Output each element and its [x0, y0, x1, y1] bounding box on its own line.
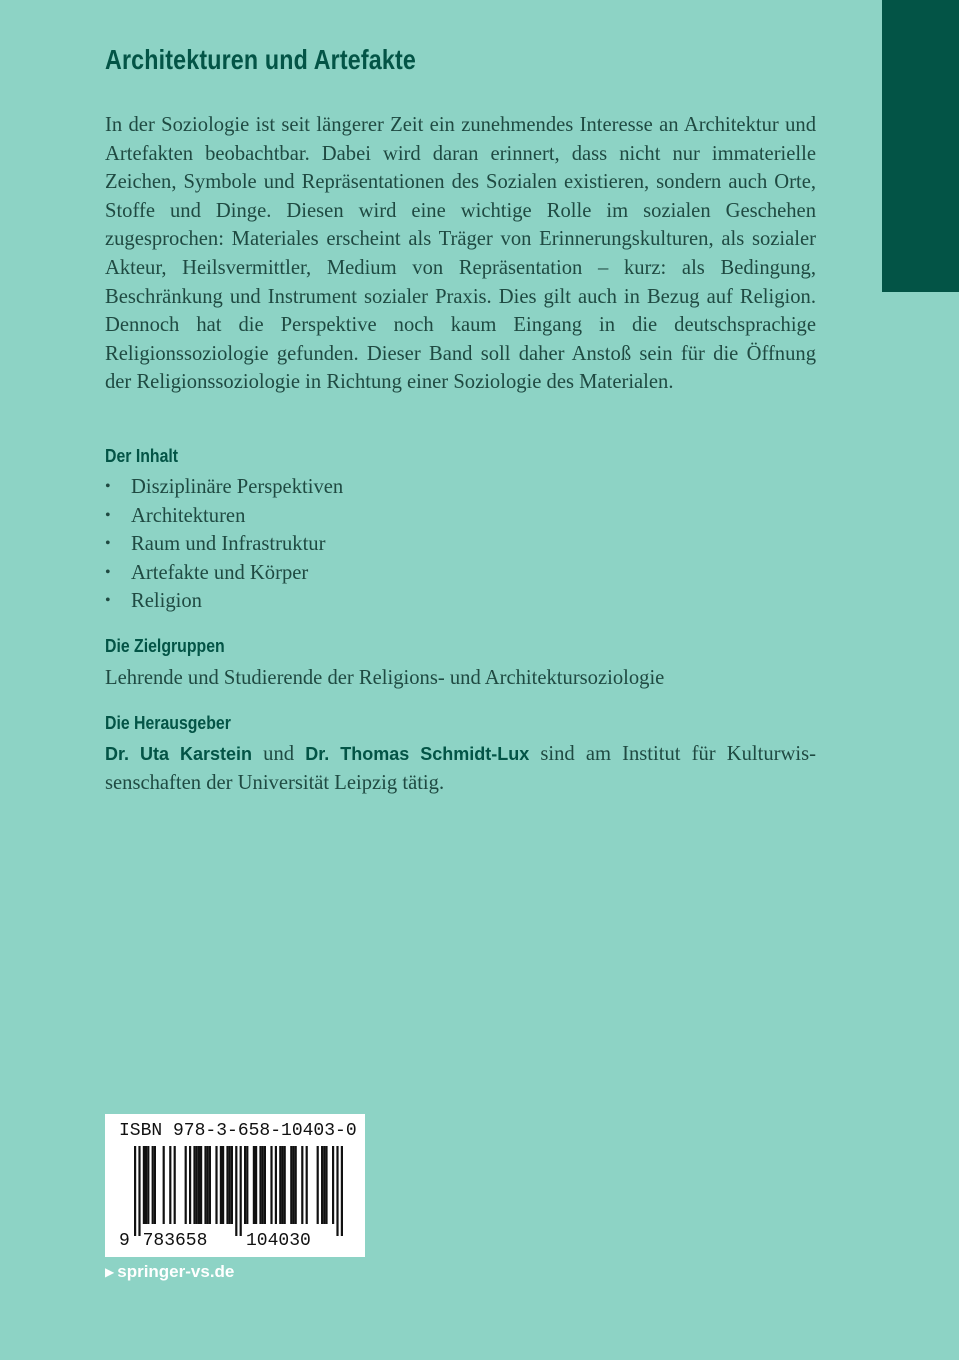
barcode-bar: [275, 1146, 277, 1224]
barcode-bar: [281, 1146, 283, 1224]
audience-text: Lehrende und Studierende der Religions- und Architektursoziologie: [105, 667, 665, 689]
bullet-icon: •: [105, 506, 111, 524]
barcode-bar: [240, 1146, 242, 1236]
barcode-bar: [207, 1146, 209, 1224]
publisher-url: springer-vs.de: [117, 1262, 235, 1281]
barcode-bar: [244, 1146, 246, 1224]
barcode-bar: [163, 1146, 165, 1224]
cover-color-band: [882, 0, 959, 292]
barcode-bar: [152, 1146, 154, 1224]
barcode-digit-lead: 9: [119, 1231, 130, 1251]
barcode-bar: [220, 1146, 222, 1224]
audience-heading: Die Zielgruppen: [105, 636, 225, 656]
bullet-icon: •: [105, 592, 111, 610]
barcode-bar: [198, 1146, 200, 1224]
barcode-bar: [336, 1146, 338, 1236]
list-item: • Raum und Infrastruktur: [105, 530, 343, 559]
editor-name-1: Dr. Uta Karstein: [105, 744, 253, 764]
barcode-bar: [143, 1146, 145, 1224]
barcode-bar: [306, 1146, 308, 1224]
barcode-bar: [246, 1146, 248, 1224]
barcode-bar: [253, 1146, 255, 1224]
barcode-bar: [138, 1146, 140, 1236]
list-item: • Religion: [105, 587, 343, 616]
barcode-bar: [301, 1146, 303, 1224]
barcode-bar: [284, 1146, 286, 1224]
list-item: • Artefakte und Körper: [105, 559, 343, 588]
barcode-bar: [332, 1146, 334, 1224]
bullet-icon: •: [105, 535, 111, 553]
editor-name-2: Dr. Thomas Schmidt-Lux: [305, 744, 530, 764]
contents-heading: Der Inhalt: [105, 446, 179, 466]
barcode-bar: [226, 1146, 228, 1224]
barcode-bar: [147, 1146, 149, 1224]
barcode-bar: [264, 1146, 266, 1224]
barcode-bar: [292, 1146, 294, 1224]
barcode-bar: [185, 1146, 187, 1224]
barcode-bar: [295, 1146, 297, 1224]
barcode-bar: [215, 1146, 217, 1224]
barcode-bar: [154, 1146, 156, 1224]
barcode-bar: [231, 1146, 233, 1224]
editors-text: Dr. Uta Karstein und Dr. Thomas Schmidt-Lux sind am Institut für Kulturwissenschaften der Universität Leipzig tätig.: [105, 743, 816, 794]
barcode-bar: [341, 1146, 343, 1236]
contents-list: [105, 473, 343, 616]
barcode-bar: [196, 1146, 198, 1224]
bullet-icon: •: [105, 478, 111, 495]
barcode-bar: [222, 1146, 224, 1224]
publisher-link[interactable]: [105, 1262, 234, 1282]
isbn-barcode: [105, 1114, 365, 1257]
barcode-bar: [279, 1146, 281, 1224]
list-item: • Architekturen: [105, 502, 343, 531]
barcode-bar: [270, 1146, 272, 1224]
barcode-bar: [134, 1146, 136, 1236]
barcode-digits-left: 783658: [142, 1231, 208, 1251]
intro-paragraph: In der Soziologie ist seit längerer Zeit ein zunehmendes Interesse an Architektur und Artefakten beobachtbar. Dabei wird daran erinnert, dass nicht nur immaterielle Zeichen, Symbole und Repräsentationen des Sozialen existieren, sondern auch Orte, Stoffe und Dinge. Diesen wird eine wichtige Rolle im sozialen Geschehen zugesprochen: Materiales erscheint als Träger von Erinnerungskulturen, als sozialer Akteur, Heilsvermittler, Medium von Repräsentation – kurz: als Bedingung, Beschränkung und Instrument sozialer Praxis. Dies gilt auch in Bezug auf Religion. Dennoch hat die Perspektive noch kaum Eingang in die deutschsprachige Religionssoziologie gefunden. Dieser Band soll daher Anstoß sein für die Öffnung der Religionssoziologie in Richtung einer Soziologie des Materialen.: [105, 114, 816, 394]
list-item: • Disziplinäre Perspektiven: [105, 473, 343, 502]
arrow-right-icon: ▶: [105, 1265, 115, 1279]
barcode-bar: [255, 1146, 257, 1224]
book-title: Architekturen und Artefakte: [105, 44, 416, 75]
barcode-bar: [323, 1146, 325, 1224]
barcode-bar: [317, 1146, 319, 1224]
barcode-bar: [145, 1146, 147, 1224]
barcode-bar: [321, 1146, 323, 1224]
barcode-bar: [262, 1146, 264, 1224]
barcode-bar: [229, 1146, 231, 1224]
barcode-bar: [235, 1146, 237, 1236]
barcode-bar: [209, 1146, 211, 1224]
barcode-bar: [325, 1146, 327, 1224]
barcode-bar: [193, 1146, 195, 1224]
barcode-bar: [204, 1146, 206, 1224]
isbn-label: ISBN 978-3-658-10403-0: [119, 1121, 357, 1141]
barcode-bar: [189, 1146, 191, 1224]
barcode-bar: [200, 1146, 202, 1224]
editors-heading: Die Herausgeber: [105, 713, 231, 733]
barcode-bar: [174, 1146, 176, 1224]
barcode-bar: [259, 1146, 261, 1224]
barcode-bar: [290, 1146, 292, 1224]
barcode-bar: [169, 1146, 171, 1224]
barcode-digits-right: 104030: [246, 1231, 311, 1251]
bullet-icon: •: [105, 563, 111, 581]
barcode-icon: [105, 1114, 365, 1257]
